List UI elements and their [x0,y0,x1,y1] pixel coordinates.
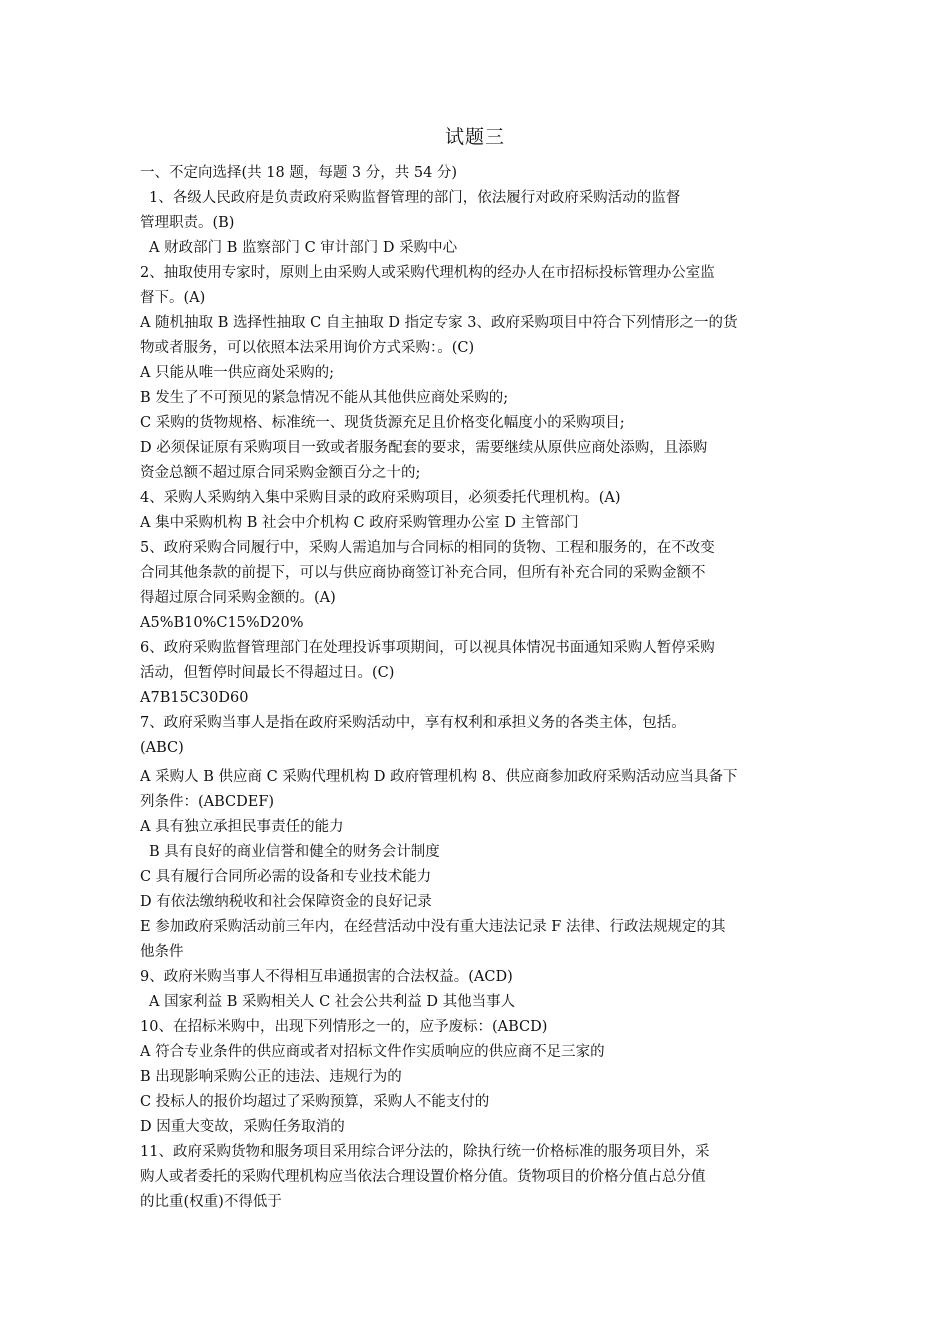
text-line: 10、在招标米购中，出现下列情形之一的，应予废标：(ABCD) [140,1019,548,1035]
text-line: A 国家利益 B 采购相关人 C 社会公共利益 D 其他当事人 [149,994,516,1010]
text-line: C 具有履行合同所必需的设备和专业技术能力 [140,869,432,885]
text-line: 他条件 [140,944,184,960]
text-line: 6、政府采购监督管理部门在处理投诉事项期间，可以视具体情况书面通知采购人暂停采购 [140,640,715,656]
text-line: A 集中采购机构 B 社会中介机构 C 政府采购管理办公室 D 主管部门 [140,515,579,531]
text-line: A 采购人 B 供应商 C 采购代理机构 D 政府管理机构 8、供应商参加政府采购活动应当具备下 [140,769,738,785]
text-line: 一、不定向选择(共 18 题，每题 3 分，共 54 分) [140,165,458,181]
text-line: B 具有良好的商业信誉和健全的财务会计制度 [149,844,440,860]
text-line: B 发生了不可预见的紧急情况不能从其他供应商处采购的; [140,390,509,406]
text-line: E 参加政府采购活动前三年内，在经营活动中没有重大违法记录 F 法律、行政法规规定的其 [140,919,726,935]
text-line: A 具有独立承担民事责任的能力 [140,819,344,835]
text-line: A 随机抽取 B 选择性抽取 C 自主抽取 D 指定专家 3、政府采购项目中符合下列情形之一的货 [140,315,738,331]
text-line: 合同其他条款的前提下，可以与供应商协商签订补充合同，但所有补充合同的采购金额不 [140,565,706,581]
text-line: 列条件：(ABCDEF) [140,794,275,810]
text-line: 的比重(权重)不得低于 [140,1194,282,1210]
text-line: A 符合专业条件的供应商或者对招标文件作实质响应的供应商不足三家的 [140,1044,605,1060]
text-line: A7B15C30D60 [140,690,249,706]
document-title: 试题三 [444,126,505,148]
text-line: 2、抽取使用专家时，原则上由采购人或采购代理机构的经办人在市招标投标管理办公室监 [140,265,715,281]
text-line: 购人或者委托的采购代理机构应当依法合理设置价格分值。货物项目的价格分值占总分值 [140,1169,706,1185]
text-line: A 财政部门 B 监察部门 C 审计部门 D 采购中心 [149,240,458,256]
text-line: 管理职责。(B) [140,215,235,231]
text-line: 7、政府采购当事人是指在政府采购活动中，享有权利和承担义务的各类主体，包括。 [140,715,686,731]
text-line: 9、政府米购当事人不得相互串通损害的合法权益。(ACD) [140,969,513,985]
text-line: (ABC) [140,740,184,756]
text-line: C 投标人的报价均超过了采购预算，采购人不能支付的 [140,1094,490,1110]
text-line: 1、各级人民政府是负责政府采购监督管理的部门，依法履行对政府采购活动的监督 [149,190,681,206]
text-line: 得超过原合同采购金额的。(A) [140,590,336,606]
text-line: B 出现影响采购公正的违法、违规行为的 [140,1069,402,1085]
text-line: 物或者服务，可以依照本法采用询价方式采购：。(C) [140,340,475,356]
text-line: A 只能从唯一供应商处采购的; [140,365,334,381]
text-line: 5、政府采购合同履行中，采购人需追加与合同标的相同的货物、工程和服务的，在不改变 [140,540,715,556]
text-line: 活动，但暂停时间最长不得超过日。(C) [140,665,395,681]
text-line: 4、采购人采购纳入集中采购目录的政府采购项目，必须委托代理机构。(A) [140,490,621,506]
text-line: 资金总额不超过原合同采购金额百分之十的; [140,465,421,481]
text-line: D 因重大变故，采购任务取消的 [140,1119,345,1135]
text-line: 11、政府采购货物和服务项目采用综合评分法的，除执行统一价格标准的服务项目外，采 [140,1144,710,1160]
text-line: D 有依法缴纳税收和社会保障资金的良好记录 [140,894,432,910]
text-line: D 必须保证原有采购项目一致或者服务配套的要求，需要继续从原供应商处添购，且添购 [140,440,708,456]
text-line: 督下。(A) [140,290,206,306]
text-line: A5%B10%C15%D20% [140,615,304,631]
document-body [140,161,820,1215]
text-line: C 采购的货物规格、标准统一、现货货源充足且价格变化幅度小的采购项目; [140,415,625,431]
